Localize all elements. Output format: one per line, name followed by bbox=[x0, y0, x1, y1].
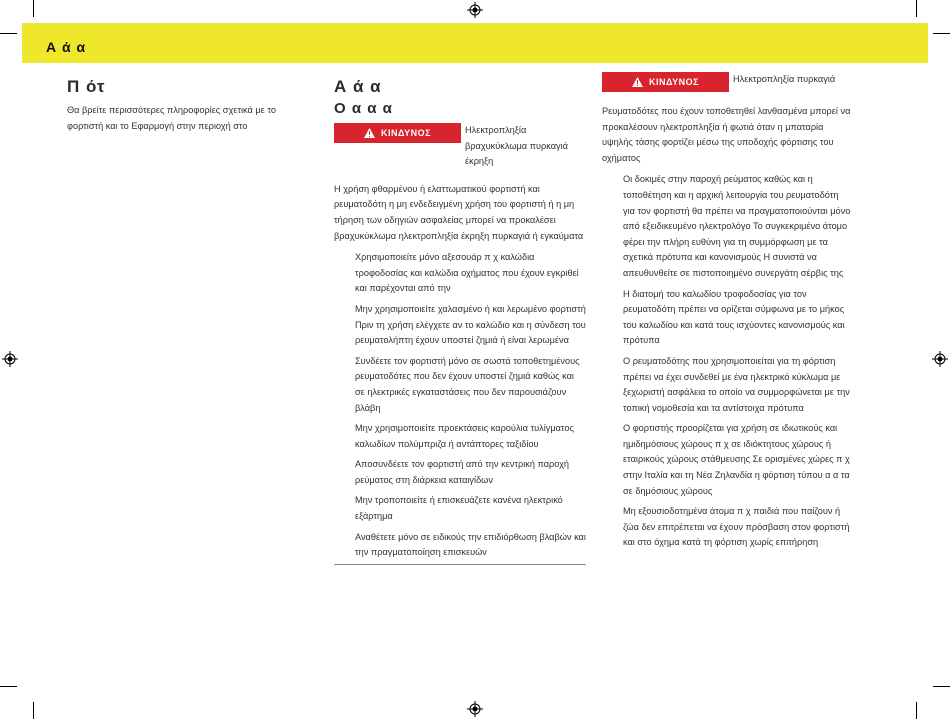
danger-label: ΚΙΝΔΥΝΟΣ bbox=[380, 128, 432, 138]
list-item: Μην χρησιμοποιείτε προεκτάσεις καρούλια τυλίγματος καλωδίων πολύμπριζα ή αντάπτορες ταξιδίου bbox=[355, 423, 574, 449]
danger-intro-text: Η χρήση φθαρμένου ή ελαττωματικού φορτιστή και ρευματοδότη η μη ενδεδειγμένη χρήση του φορτιστή ή η μη τήρηση των οδηγιών ασφαλείας μπορεί να προκαλέσει βραχυκύκλωμα ηλεκτροπληξία έκρηξη πυρκαγιά ή εγκαύματα bbox=[334, 183, 584, 241]
list-item: Ο φορτιστής προορίζεται για χρήση σε ιδιωτικούς και ημιδημόσιους χώρους π χ σε ιδιόκτητους χώρους ή εταιρικούς χώρους στάθμευσης Σε ορισμένες χώρες π χ στην Ιταλία και τη Νέα Ζηλανδία η φόρτιση τύπου α α τα σε δημόσιους χώρους bbox=[623, 423, 850, 496]
list-item: Η διατομή του καλωδίου τροφοδοσίας για τον ρευματοδότη πρέπει να ορίζεται σύμφωνα με το μήκος του καλωδίου και κατά τους ισχύοντες κανονισμούς και πρότυπα bbox=[623, 288, 845, 346]
danger-badge bbox=[334, 123, 461, 143]
column-middle bbox=[334, 76, 586, 565]
crop-mark-br-v bbox=[916, 702, 917, 719]
list-item: Οι δοκιμές στην παροχή ρεύματος καθώς και η τοποθέτηση και η αρχική λειτουργία του ρευματοδότη για τον φορτιστή θα πρέπει να πραγματοποιούνται μόνο από εξειδικευμένο ηλεκτρολόγο Το συγκεκριμένο άτομο φέρει την πλήρη ευθύνη για τη συμμόρφωση με τα σχετικά πρότυπα και κανονισμούς Η συνιστά να απευθυνθείτε σε πιστοποιημένο συνεργάτη σέρβις της bbox=[623, 174, 851, 278]
crop-mark-bl-h bbox=[0, 686, 17, 687]
danger-label: ΚΙΝΔΥΝΟΣ bbox=[648, 77, 700, 87]
column-right bbox=[602, 72, 852, 556]
warning-triangle-icon bbox=[364, 128, 375, 138]
registration-mark-icon bbox=[467, 2, 483, 18]
section-divider bbox=[334, 564, 586, 565]
list-item: Αναθέτετε μόνο σε ειδικούς την επιδιόρθωση βλαβών και την πραγματοποίηση επισκευών bbox=[355, 531, 586, 558]
crop-mark-tr-v bbox=[916, 0, 917, 17]
header-band bbox=[22, 23, 928, 63]
column-left bbox=[67, 76, 307, 134]
danger-notice bbox=[334, 123, 586, 170]
list-item: Μην τροποποιείτε ή επισκευάζετε κανένα ηλεκτρικό εξάρτημα bbox=[355, 495, 563, 522]
section-title: Α ά α bbox=[334, 77, 382, 96]
section-text: Θα βρείτε περισσότερες πληροφορίες σχετικά με το φορτιστή και το Εφαρμογή στην περιοχή στο bbox=[67, 105, 276, 131]
crop-mark-br-h bbox=[933, 686, 950, 687]
section-title: Π ότ bbox=[67, 77, 106, 96]
header-title: Α ά α bbox=[46, 39, 87, 55]
list-item: Συνδέετε τον φορτιστή μόνο σε σωστά τοποθετημένους ρευματοδότες που δεν έχουν υποστεί ζημιά καθώς και σε ηλεκτρικές εγκαταστάσεις που δεν παρουσιάζουν βλάβη bbox=[355, 355, 580, 413]
crop-mark-tr-h bbox=[933, 33, 950, 34]
list-item: Αποσυνδέετε τον φορτιστή από την κεντρική παροχή ρεύματος στη διάρκεια καταιγίδων bbox=[355, 459, 570, 485]
list-item: Μην χρησιμοποιείτε χαλασμένο ή και λερωμένο φορτιστή Πριν τη χρήση ελέγχετε αν το καλώδιο και η σύνδεση του ρευματολήπτη έχουν υποστεί ζημιά ή είναι λερωμένα bbox=[355, 303, 586, 346]
danger-notice bbox=[602, 72, 852, 92]
danger-intro-text: Ρευματοδότες που έχουν τοποθετηθεί λανθασμένα μπορεί να προκαλέσουν ηλεκτροπληξία ή φωτιά όταν η μπαταρία υψηλής τάσης φορτίζει μέσω της υποδοχής φόρτισης του οχήματος bbox=[602, 106, 851, 163]
list-item: Μη εξουσιοδοτημένα άτομα π χ παιδιά που παίζουν ή ζώα δεν επιτρέπεται να έχουν πρόσβαση στον φορτιστή και στο όχημα κατά τη φόρτιση χωρίς επιτήρηση bbox=[623, 506, 850, 548]
danger-badge bbox=[602, 72, 729, 92]
registration-mark-icon bbox=[467, 701, 483, 717]
list-item: Ο ρευματοδότης που χρησιμοποιείται για τη φόρτιση πρέπει να έχει συνδεθεί με ένα ηλεκτρικό κύκλωμα με ξεχωριστή ασφάλεια το οποίο να συμμορφώνεται με την τοπική νομοθεσία και τα αντίστοιχα πρότυπα bbox=[623, 355, 850, 413]
crop-mark-bl-v bbox=[33, 702, 34, 719]
registration-mark-icon bbox=[2, 351, 18, 367]
warning-triangle-icon bbox=[632, 77, 643, 87]
section-subtitle: Ο α α α bbox=[334, 100, 393, 117]
crop-mark-tl-h bbox=[0, 33, 17, 34]
crop-mark-tl-v bbox=[33, 0, 34, 17]
registration-mark-icon bbox=[932, 351, 948, 367]
list-item: Χρησιμοποιείτε μόνο αξεσουάρ π χ καλώδια τροφοδοσίας και καλώδια οχήματος που έχουν εγκριθεί και παρέχονται από την bbox=[355, 252, 579, 294]
danger-description: Ηλεκτροπληξία βραχυκύκλωμα πυρκαγιά έκρηξη bbox=[465, 125, 568, 167]
danger-description: Ηλεκτροπληξία πυρκαγιά bbox=[733, 74, 836, 84]
